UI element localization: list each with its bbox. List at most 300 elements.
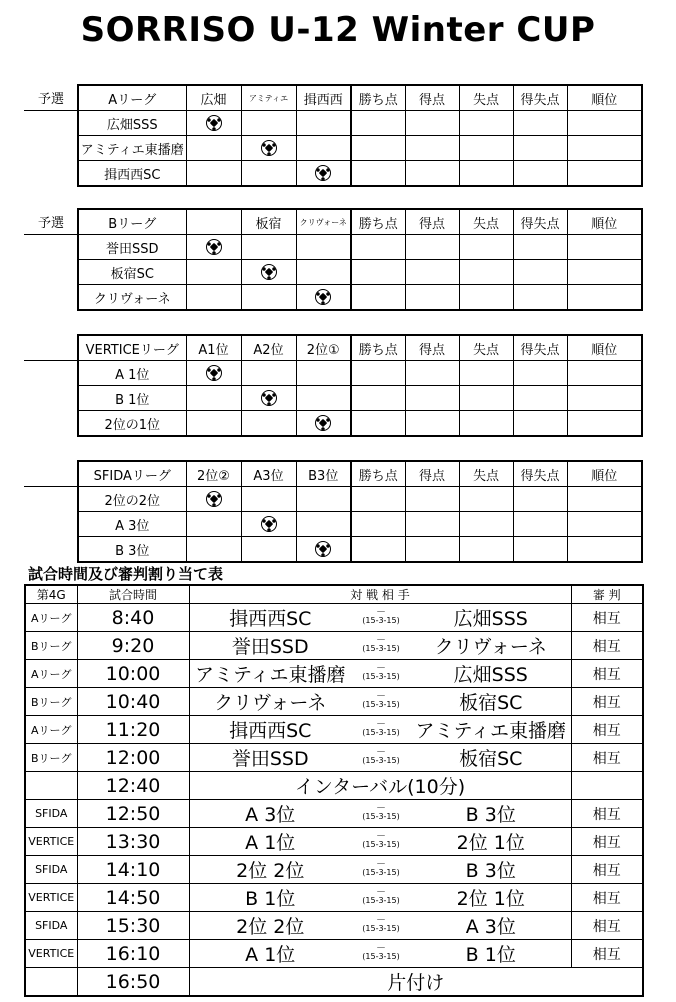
league-name: Bリーグ (78, 209, 186, 235)
match-time: 11:20 (77, 716, 189, 744)
match-cell (241, 111, 296, 136)
match-time: 8:40 (77, 604, 189, 632)
stat-cell (351, 386, 405, 411)
score-dash: － (376, 635, 386, 646)
league-stat-header: 得失点 (513, 209, 567, 235)
league-stat-header: 得失点 (513, 85, 567, 111)
match-referee: 相互 (571, 828, 643, 856)
league-stat-header: 得失点 (513, 461, 567, 487)
league-stat-header: 得点 (405, 85, 459, 111)
team-name: A 1位 (78, 361, 186, 386)
away-team: 2位 1位 (411, 828, 571, 856)
league-stat-header: 勝ち点 (351, 461, 405, 487)
team-name: 広畑SSS (78, 111, 186, 136)
stat-cell (351, 285, 405, 311)
match-time: 16:50 (77, 968, 189, 997)
schedule-note: 片付け (189, 968, 643, 997)
match-referee: 相互 (571, 660, 643, 688)
home-team: A 1位 (189, 828, 351, 856)
stat-cell (405, 285, 459, 311)
match-cell (241, 361, 296, 386)
stat-cell (567, 285, 642, 311)
stat-cell (513, 111, 567, 136)
match-group: SFIDA (25, 856, 77, 884)
match-format (351, 884, 411, 912)
league-col-header: 揖西西 (296, 85, 351, 111)
score-format-text: (15-3-15) (362, 840, 400, 849)
league-row (24, 285, 642, 311)
stat-cell (513, 537, 567, 563)
schedule-header-group: 第4G (25, 585, 77, 604)
home-team: クリヴォーネ (189, 688, 351, 716)
match-cell (296, 512, 351, 537)
stat-cell (405, 136, 459, 161)
away-team: 広畑SSS (411, 660, 571, 688)
score-format-text: (15-3-15) (362, 616, 400, 625)
score-dash: － (376, 887, 386, 898)
match-group: Aリーグ (25, 716, 77, 744)
team-name: 2位の1位 (78, 411, 186, 437)
league-name: SFIDAリーグ (78, 461, 186, 487)
score-dash: － (376, 943, 386, 954)
match-referee: 相互 (571, 716, 643, 744)
stat-cell (567, 235, 642, 260)
score-format-text: (15-3-15) (362, 728, 400, 737)
league-stage-label (24, 461, 78, 487)
league-row (24, 235, 642, 260)
score-format-text: (15-3-15) (362, 700, 400, 709)
league-stat-header: 失点 (459, 85, 513, 111)
home-team: A 3位 (189, 800, 351, 828)
team-name: B 3位 (78, 537, 186, 563)
schedule-row (25, 772, 643, 800)
match-referee: 相互 (571, 940, 643, 968)
away-team: A 3位 (411, 912, 571, 940)
away-team: 広畑SSS (411, 604, 571, 632)
stat-cell (405, 111, 459, 136)
page-title: SORRISO U-12 Winter CUP (80, 10, 596, 50)
schedule-row (25, 940, 643, 968)
team-name: クリヴォーネ (78, 285, 186, 311)
match-cell (186, 285, 241, 311)
match-cell (186, 386, 241, 411)
away-team: クリヴォーネ (411, 632, 571, 660)
score-dash: － (376, 915, 386, 926)
match-cell (296, 361, 351, 386)
score-dash: － (376, 691, 386, 702)
stat-cell (459, 161, 513, 187)
schedule-header-time: 試合時間 (77, 585, 189, 604)
schedule-row (25, 604, 643, 632)
match-referee: 相互 (571, 912, 643, 940)
match-format (351, 856, 411, 884)
match-format (351, 716, 411, 744)
match-time: 14:50 (77, 884, 189, 912)
stat-cell (513, 386, 567, 411)
stat-cell (351, 260, 405, 285)
match-format (351, 632, 411, 660)
away-team: アミティエ東播磨 (411, 716, 571, 744)
soccer-ball-icon (315, 165, 331, 181)
stat-cell (405, 361, 459, 386)
league-stat-header: 得点 (405, 335, 459, 361)
match-cell (186, 260, 241, 285)
league-stage-label: 予選 (24, 209, 78, 235)
match-group: VERTICE (25, 884, 77, 912)
match-referee: 相互 (571, 604, 643, 632)
league-row (24, 386, 642, 411)
league-stat-header: 失点 (459, 335, 513, 361)
match-cell (296, 487, 351, 512)
match-cell (186, 136, 241, 161)
match-referee: 相互 (571, 744, 643, 772)
match-cell (296, 235, 351, 260)
match-cell (241, 386, 296, 411)
league-col-header: A1位 (186, 335, 241, 361)
match-time: 13:30 (77, 828, 189, 856)
match-cell (241, 537, 296, 563)
match-cell (241, 285, 296, 311)
match-format (351, 828, 411, 856)
score-dash: － (376, 747, 386, 758)
match-cell (241, 411, 296, 437)
stat-cell (405, 260, 459, 285)
stat-cell (351, 512, 405, 537)
league-col-header: クリヴォーネ (296, 209, 351, 235)
league-stat-header: 勝ち点 (351, 85, 405, 111)
soccer-ball-icon (261, 264, 277, 280)
match-group: Aリーグ (25, 604, 77, 632)
stat-cell (513, 235, 567, 260)
soccer-ball-icon (261, 140, 277, 156)
league-row (24, 512, 642, 537)
league-row (24, 411, 642, 437)
league-stat-header: 順位 (567, 85, 642, 111)
soccer-ball-icon (206, 365, 222, 381)
match-group: SFIDA (25, 912, 77, 940)
match-referee: 相互 (571, 800, 643, 828)
team-name: 2位の2位 (78, 487, 186, 512)
match-format (351, 660, 411, 688)
away-team: 板宿SC (411, 688, 571, 716)
league-stat-header: 順位 (567, 461, 642, 487)
home-team: アミティエ東播磨 (189, 660, 351, 688)
score-dash: － (376, 663, 386, 674)
stat-cell (459, 136, 513, 161)
league-name: VERTICEリーグ (78, 335, 186, 361)
stat-cell (567, 386, 642, 411)
stat-cell (459, 537, 513, 563)
league-stat-header: 得点 (405, 461, 459, 487)
stat-cell (513, 512, 567, 537)
away-team: 板宿SC (411, 744, 571, 772)
stat-cell (351, 411, 405, 437)
away-team: 2位 1位 (411, 884, 571, 912)
stat-cell (513, 136, 567, 161)
match-group (25, 772, 77, 800)
score-format-text: (15-3-15) (362, 672, 400, 681)
stat-cell (405, 537, 459, 563)
match-referee: 相互 (571, 856, 643, 884)
match-cell (186, 487, 241, 512)
match-time: 9:20 (77, 632, 189, 660)
stat-cell (351, 111, 405, 136)
team-name: A 3位 (78, 512, 186, 537)
score-format-text: (15-3-15) (362, 868, 400, 877)
soccer-ball-icon (315, 289, 331, 305)
score-format-text: (15-3-15) (362, 812, 400, 821)
league-col-header: 板宿 (241, 209, 296, 235)
league-stage-label (24, 335, 78, 361)
match-format (351, 744, 411, 772)
league-col-header: 2位① (296, 335, 351, 361)
stat-cell (459, 386, 513, 411)
match-cell (241, 260, 296, 285)
league-stat-header: 得点 (405, 209, 459, 235)
schedule-row (25, 968, 643, 997)
score-dash: － (376, 719, 386, 730)
stat-cell (459, 235, 513, 260)
league-row (24, 161, 642, 187)
stat-cell (513, 285, 567, 311)
league-table (24, 334, 643, 437)
league-stat-header: 順位 (567, 335, 642, 361)
schedule-row (25, 884, 643, 912)
match-format (351, 604, 411, 632)
stat-cell (405, 235, 459, 260)
match-format (351, 912, 411, 940)
soccer-ball-icon (261, 516, 277, 532)
score-dash: － (376, 859, 386, 870)
match-referee: 相互 (571, 632, 643, 660)
stat-cell (351, 161, 405, 187)
match-time: 15:30 (77, 912, 189, 940)
match-cell (186, 161, 241, 187)
team-name: B 1位 (78, 386, 186, 411)
league-stat-header: 失点 (459, 209, 513, 235)
match-group: Bリーグ (25, 632, 77, 660)
league-table (24, 460, 643, 563)
stat-cell (459, 361, 513, 386)
stat-cell (459, 512, 513, 537)
league-col-header: B3位 (296, 461, 351, 487)
match-cell (241, 512, 296, 537)
match-cell (241, 235, 296, 260)
schedule-header-ref: 審 判 (571, 585, 643, 604)
league-row (24, 487, 642, 512)
match-time: 10:40 (77, 688, 189, 716)
match-time: 10:00 (77, 660, 189, 688)
soccer-ball-icon (315, 541, 331, 557)
match-referee (571, 772, 643, 800)
match-cell (296, 260, 351, 285)
match-cell (186, 411, 241, 437)
team-name: 揖西西SC (78, 161, 186, 187)
match-format (351, 940, 411, 968)
league-row (24, 111, 642, 136)
match-cell (186, 512, 241, 537)
schedule-row (25, 828, 643, 856)
stat-cell (567, 361, 642, 386)
soccer-ball-icon (261, 390, 277, 406)
match-time: 12:40 (77, 772, 189, 800)
away-team: B 3位 (411, 800, 571, 828)
league-col-header: A3位 (241, 461, 296, 487)
match-cell (296, 136, 351, 161)
soccer-ball-icon (206, 115, 222, 131)
match-time: 14:10 (77, 856, 189, 884)
team-name: 板宿SC (78, 260, 186, 285)
league-col-header: 広畑 (186, 85, 241, 111)
stat-cell (405, 386, 459, 411)
schedule-row (25, 744, 643, 772)
schedule-row (25, 660, 643, 688)
stat-cell (459, 487, 513, 512)
league-col-header: アミティエ (241, 85, 296, 111)
match-time: 12:00 (77, 744, 189, 772)
match-format (351, 800, 411, 828)
stat-cell (513, 260, 567, 285)
stat-cell (405, 512, 459, 537)
match-group: VERTICE (25, 828, 77, 856)
schedule-row (25, 800, 643, 828)
home-team: 2位 2位 (189, 912, 351, 940)
match-group: SFIDA (25, 800, 77, 828)
league-row (24, 361, 642, 386)
stat-cell (459, 111, 513, 136)
league-stat-header: 順位 (567, 209, 642, 235)
match-cell (296, 111, 351, 136)
score-dash: － (376, 607, 386, 618)
soccer-ball-icon (206, 239, 222, 255)
match-time: 12:50 (77, 800, 189, 828)
home-team: 揖西西SC (189, 716, 351, 744)
schedule-header-match: 対 戦 相 手 (189, 585, 571, 604)
score-dash: － (376, 831, 386, 842)
score-format-text: (15-3-15) (362, 896, 400, 905)
match-group: Bリーグ (25, 744, 77, 772)
schedule-heading: 試合時間及び審判割り当て表 (28, 565, 224, 583)
stat-cell (567, 537, 642, 563)
match-cell (186, 361, 241, 386)
soccer-ball-icon (206, 491, 222, 507)
score-dash: － (376, 803, 386, 814)
match-group: VERTICE (25, 940, 77, 968)
match-cell (296, 285, 351, 311)
league-stat-header: 勝ち点 (351, 335, 405, 361)
league-table (24, 84, 643, 187)
match-group: Bリーグ (25, 688, 77, 716)
home-team: 2位 2位 (189, 856, 351, 884)
stat-cell (567, 411, 642, 437)
home-team: 誉田SSD (189, 632, 351, 660)
match-cell (296, 411, 351, 437)
league-col-header (186, 209, 241, 235)
match-referee: 相互 (571, 688, 643, 716)
league-stat-header: 得失点 (513, 335, 567, 361)
stat-cell (351, 235, 405, 260)
match-cell (296, 386, 351, 411)
schedule-row (25, 716, 643, 744)
team-name: 誉田SSD (78, 235, 186, 260)
stat-cell (567, 111, 642, 136)
stat-cell (567, 260, 642, 285)
stat-cell (405, 161, 459, 187)
stat-cell (459, 411, 513, 437)
away-team: B 3位 (411, 856, 571, 884)
score-format-text: (15-3-15) (362, 644, 400, 653)
stat-cell (351, 487, 405, 512)
schedule-row (25, 856, 643, 884)
stat-cell (567, 512, 642, 537)
stat-cell (513, 411, 567, 437)
score-format-text: (15-3-15) (362, 924, 400, 933)
away-team: B 1位 (411, 940, 571, 968)
match-cell (186, 537, 241, 563)
schedule-row (25, 688, 643, 716)
league-stat-header: 失点 (459, 461, 513, 487)
stat-cell (459, 285, 513, 311)
stat-cell (567, 136, 642, 161)
league-row (24, 136, 642, 161)
stat-cell (567, 487, 642, 512)
soccer-ball-icon (315, 415, 331, 431)
match-cell (186, 111, 241, 136)
home-team: B 1位 (189, 884, 351, 912)
match-cell (186, 235, 241, 260)
stat-cell (459, 260, 513, 285)
match-cell (241, 136, 296, 161)
home-team: A 1位 (189, 940, 351, 968)
league-table (24, 208, 643, 311)
stat-cell (513, 361, 567, 386)
stat-cell (567, 161, 642, 187)
league-row (24, 537, 642, 563)
league-stat-header: 勝ち点 (351, 209, 405, 235)
stat-cell (351, 537, 405, 563)
match-group (25, 968, 77, 997)
home-team: 揖西西SC (189, 604, 351, 632)
match-cell (241, 487, 296, 512)
match-group: Aリーグ (25, 660, 77, 688)
match-cell (296, 161, 351, 187)
schedule-row (25, 912, 643, 940)
league-name: Aリーグ (78, 85, 186, 111)
match-cell (296, 537, 351, 563)
stat-cell (405, 487, 459, 512)
match-format (351, 688, 411, 716)
stat-cell (513, 487, 567, 512)
match-time: 16:10 (77, 940, 189, 968)
team-name: アミティエ東播磨 (78, 136, 186, 161)
schedule-note: インターバル(10分) (189, 772, 571, 800)
league-col-header: A2位 (241, 335, 296, 361)
schedule-table (24, 584, 644, 997)
home-team: 誉田SSD (189, 744, 351, 772)
stat-cell (513, 161, 567, 187)
match-cell (241, 161, 296, 187)
score-format-text: (15-3-15) (362, 952, 400, 961)
league-stage-label: 予選 (24, 85, 78, 111)
stat-cell (351, 361, 405, 386)
schedule-row (25, 632, 643, 660)
match-referee: 相互 (571, 884, 643, 912)
score-format-text: (15-3-15) (362, 756, 400, 765)
league-row (24, 260, 642, 285)
league-col-header: 2位② (186, 461, 241, 487)
stat-cell (405, 411, 459, 437)
stat-cell (351, 136, 405, 161)
